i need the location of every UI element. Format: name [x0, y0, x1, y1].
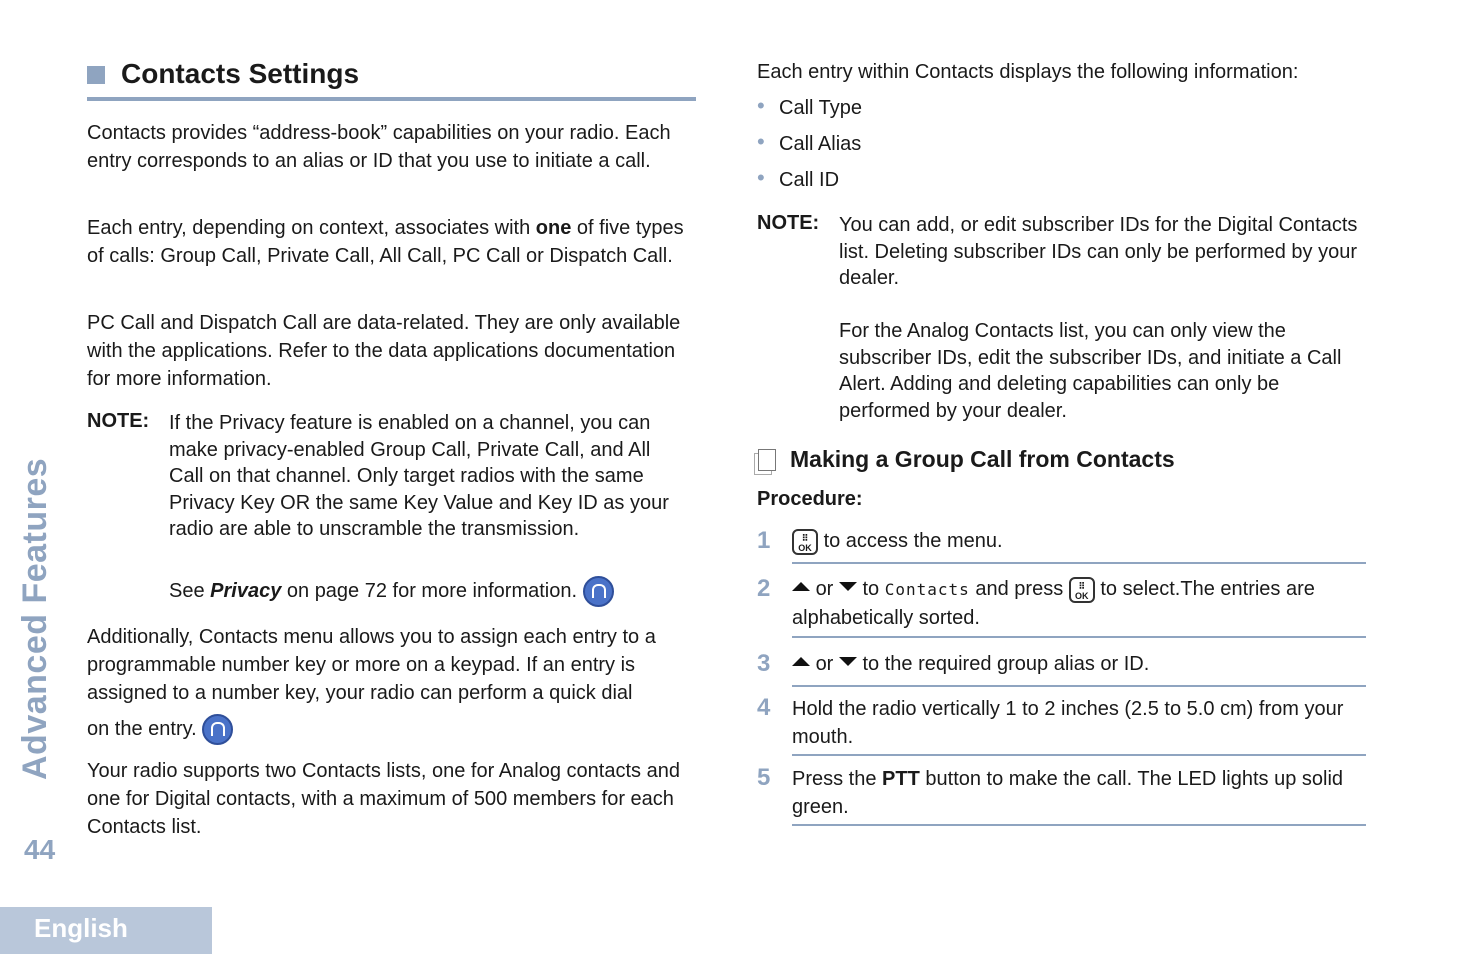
step-divider	[792, 562, 1366, 564]
menu-item-contacts: Contacts	[884, 580, 970, 599]
step-number: 2	[757, 575, 771, 602]
language-label: English	[34, 913, 128, 943]
step-4: Hold the radio vertically 1 to 2 inches (2.5 to 5.0 cm) from your mouth.	[792, 698, 1344, 748]
call-types-text-end: of five types of calls: Group Call, Private Call, All Call, PC Call or Dispatch Call.	[87, 217, 684, 267]
privacy-link[interactable]: Privacy	[210, 579, 282, 602]
procedure-heading: Making a Group Call from Contacts	[790, 446, 1175, 472]
down-arrow-icon	[839, 657, 857, 666]
bullet-icon: •	[757, 93, 765, 118]
number-key-paragraph-end	[87, 714, 233, 745]
page-title: Contacts Settings	[121, 58, 360, 89]
step-divider	[792, 636, 1366, 638]
see-privacy-reference	[169, 576, 689, 607]
heading-square-icon	[87, 66, 105, 84]
heading-divider	[87, 97, 696, 101]
step-text: to the required group alias or ID.	[862, 653, 1150, 675]
conventional-icon	[583, 576, 614, 607]
list-item: Call Alias	[779, 133, 862, 155]
procedure-document-icon	[758, 449, 776, 471]
bullet-icon: •	[757, 129, 765, 154]
see-text: See	[169, 579, 211, 602]
number-key-paragraph: Additionally, Contacts menu allows you to assign each entry to a programmable number key or more on a keypad. If an entry is assigned to a number key, your radio can perform a quick dial	[87, 626, 656, 704]
menu-ok-key-icon: ⠿ OK	[1069, 577, 1095, 603]
call-types-emphasis: one	[535, 217, 572, 239]
note-analog-contacts: For the Analog Contacts list, you can only view the subscriber IDs, edit the subscriber IDs, and initiate a Call Alert. Adding and deleting capabilities can only be performed by your dealer.	[839, 320, 1342, 422]
step-divider	[792, 824, 1366, 826]
contacts-lists-paragraph: Your radio supports two Contacts lists, one for Analog contacts and one for Digital contacts, with a maximum of 500 members for each Contacts list.	[87, 760, 680, 838]
bullet-icon: •	[757, 165, 765, 190]
section-side-label: Advanced Features	[16, 457, 54, 780]
step-number: 3	[757, 650, 771, 677]
note-label: NOTE:	[757, 212, 820, 234]
note-privacy: If the Privacy feature is enabled on a channel, you can make privacy-enabled Group Call, Private Call, and All Call on that channel. Only target radios with the same Privacy Key OR the same Key Value and Key ID as your radio are able to unscramble the transmission.	[169, 412, 669, 540]
step-text: to access the menu.	[823, 530, 1003, 552]
list-item: Call ID	[779, 169, 840, 191]
step-divider	[792, 685, 1366, 687]
ptt-label: PTT	[882, 768, 920, 790]
step-2: or to Contacts and press ⠿ OK to select.The entries are alphabetically sorted.	[792, 578, 1315, 629]
list-item: Call Type	[779, 97, 863, 119]
step-divider	[792, 754, 1366, 756]
call-types-paragraph	[87, 214, 699, 270]
language-tab	[0, 907, 212, 954]
data-calls-paragraph: PC Call and Dispatch Call are data-related. They are only available with the applications. Refer to the data applications documentation for more information.	[87, 312, 681, 390]
note-digital-contacts: You can add, or edit subscriber IDs for the Digital Contacts list. Deleting subscriber IDs can only be performed by your dealer.	[839, 214, 1358, 289]
step-number: 1	[757, 527, 771, 554]
step-number: 4	[757, 694, 771, 721]
note-label: NOTE:	[87, 410, 150, 432]
menu-ok-key-icon: ⠿ OK	[792, 529, 818, 555]
step-3: or to the required group alias or ID.	[792, 650, 1362, 678]
step-5: Press the PTT button to make the call. The LED lights up solid green.	[792, 768, 1344, 818]
page-number: 44	[24, 834, 56, 865]
step-text: to select.The entries are alphabetically sorted.	[792, 578, 1315, 629]
call-types-text: Each entry, depending on context, associates with	[87, 217, 536, 239]
procedure-label: Procedure:	[757, 488, 863, 510]
see-text-end: on page 72 for more information.	[281, 579, 578, 602]
step-number: 5	[757, 764, 771, 791]
down-arrow-icon	[839, 582, 857, 591]
up-arrow-icon	[792, 657, 810, 666]
conventional-icon	[202, 714, 233, 745]
up-arrow-icon	[792, 582, 810, 591]
entry-info-intro: Each entry within Contacts displays the following information:	[757, 61, 1299, 83]
step-1	[792, 527, 1362, 555]
intro-paragraph: Contacts provides “address-book” capabilities on your radio. Each entry corresponds to an alias or ID that you use to initiate a call.	[87, 122, 671, 172]
number-key-text-end: on the entry.	[87, 717, 197, 740]
